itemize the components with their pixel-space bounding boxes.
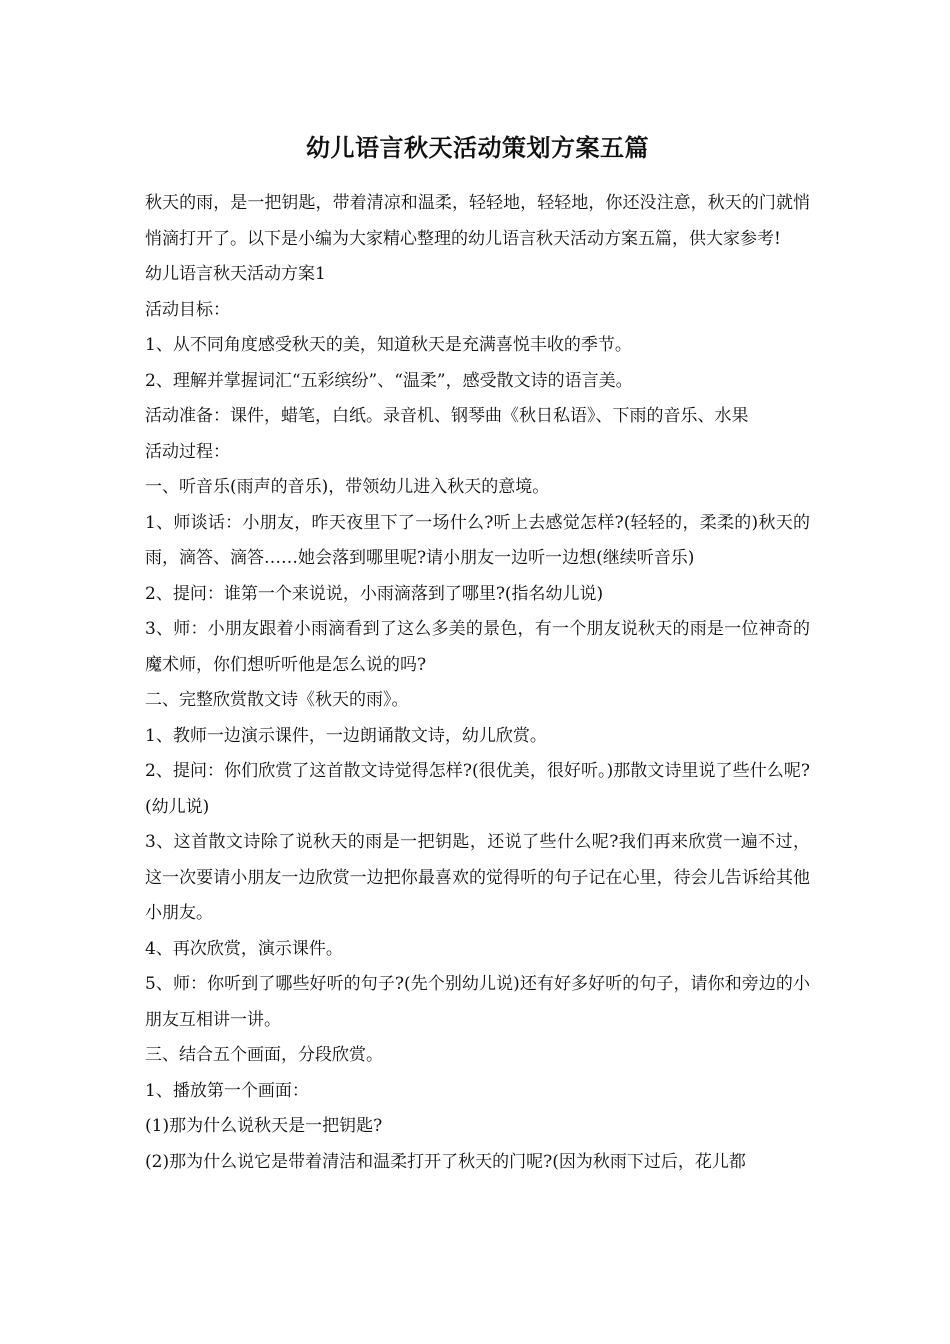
goal-item: 1、从不同角度感受秋天的美，知道秋天是充满喜悦丰收的季节。 [145, 335, 632, 355]
step-item: 3、这首散文诗除了说秋天的雨是一把钥匙，还说了些什么呢?我们再来欣赏一遍不过，这一次要请小朋友一边欣赏一边把你最喜欢的觉得听的句子记在心里，待会儿告诉给其他小朋友。 [145, 832, 810, 923]
step-item: 1、师谈话：小朋友，昨天夜里下了一场什么?听上去感觉怎样?(轻轻的，柔柔的)秋天的雨，滴答、滴答……她会落到哪里呢?请小朋友一边听一边想(继续听音乐) [145, 512, 810, 568]
step-item: 3、师：小朋友跟着小雨滴看到了这么多美的景色，有一个朋友说秋天的雨是一位神奇的魔术师，你们想听听他是怎么说的吗? [145, 619, 810, 675]
step-item: 1、播放第一个画面： [145, 1080, 309, 1101]
question-item: (2)那为什么说它是带着清洁和温柔打开了秋天的门呢?(因为秋雨下过后，花儿都 [145, 1151, 746, 1172]
step-item: 1、教师一边演示课件，一边朗诵散文诗，幼儿欣赏。 [145, 725, 547, 746]
step-item: 5、师：你听到了哪些好听的句子?(先个别幼儿说)还有好多好听的句子，请你和旁边的小朋友互相讲一讲。 [145, 974, 810, 1030]
preparation-paragraph: 活动准备：课件，蜡笔，白纸。录音机、钢琴曲《秋日私语》、下雨的音乐、水果 [145, 406, 749, 426]
step-heading: 一、听音乐(雨声的音乐)，带领幼儿进入秋天的意境。 [145, 477, 550, 497]
step-item: 2、提问：谁第一个来说说，小雨滴落到了哪里?(指名幼儿说) [145, 583, 604, 604]
question-item: (1)那为什么说秋天是一把钥匙? [145, 1116, 383, 1136]
process-heading: 活动过程： [145, 441, 230, 462]
document-title: 幼儿语言秋天活动策划方案五篇 [306, 133, 649, 162]
step-heading: 二、完整欣赏散文诗《秋天的雨》。 [145, 690, 409, 710]
goals-heading: 活动目标： [145, 299, 230, 320]
goal-item: 2、理解并掌握词汇“五彩缤纷”、“温柔”，感受散文诗的语言美。 [145, 370, 633, 391]
intro-paragraph: 秋天的雨，是一把钥匙，带着清凉和温柔，轻轻地，轻轻地，你还没注意，秋天的门就悄悄滴打开了。以下是小编为大家精心整理的幼儿语言秋天活动方案五篇，供大家参考! [145, 193, 810, 249]
step-heading: 三、结合五个画面，分段欣赏。 [145, 1045, 383, 1065]
step-item: 4、再次欣赏，演示课件。 [145, 938, 343, 959]
document-body [145, 128, 810, 1180]
step-item: 2、提问：你们欣赏了这首散文诗觉得怎样?(很优美，很好听。)那散文诗里说了些什么呢?(幼儿说) [145, 761, 810, 817]
section-heading: 幼儿语言秋天活动方案1 [145, 264, 326, 284]
